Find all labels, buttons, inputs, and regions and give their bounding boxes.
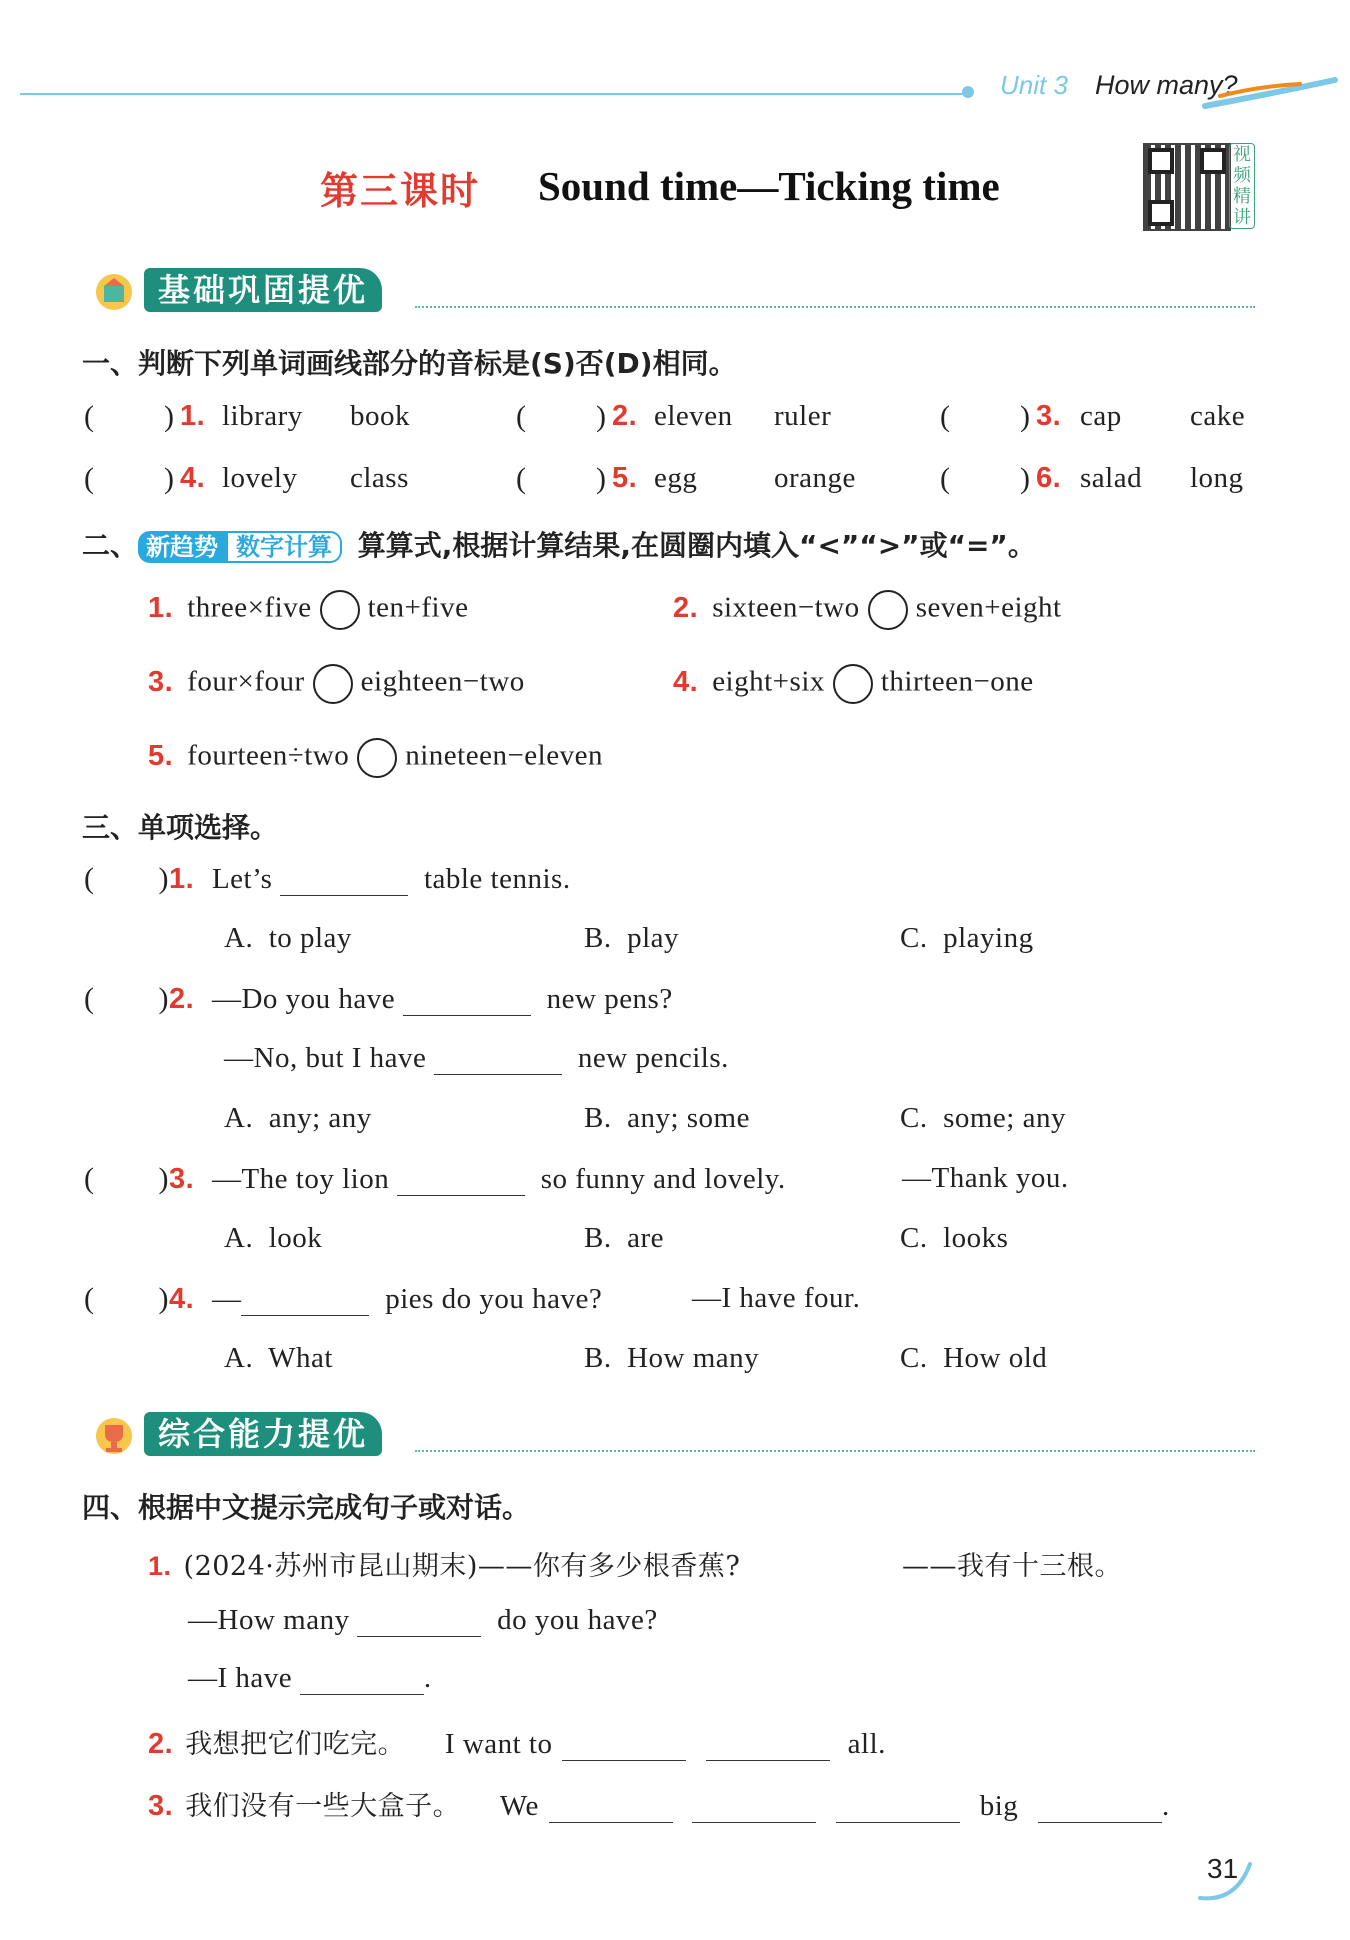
fill-line: —I have .: [188, 1662, 432, 1694]
page-swoosh-icon: [1196, 1858, 1256, 1906]
option-b: B. are: [584, 1222, 664, 1254]
answer-circle[interactable]: [313, 664, 353, 704]
option-c: C. How old: [900, 1342, 1048, 1374]
compare-item: 2. sixteen−two seven+eight: [673, 590, 1062, 630]
option-c: C. some; any: [900, 1102, 1066, 1134]
option-a: A. look: [224, 1222, 323, 1254]
question-row: ( ) 4. lovely class ( ) 5. egg orange ( ) 6. salad long: [84, 462, 1244, 495]
section-3-title: 三、单项选择。: [82, 811, 279, 844]
answer-circle[interactable]: [833, 664, 873, 704]
mc-question: ( )1. Let’s table tennis.: [84, 862, 571, 895]
answer-blank[interactable]: [1038, 1792, 1162, 1823]
answer-blank[interactable]: [357, 1606, 481, 1637]
answer-blank[interactable]: [562, 1730, 686, 1761]
trophy-icon: [88, 1412, 140, 1456]
answer-blank[interactable]: [836, 1792, 960, 1823]
banner-rule: [415, 306, 1255, 308]
answer-circle[interactable]: [320, 590, 360, 630]
qr-corner-icon: [1200, 148, 1226, 174]
mc-question: ( )3. —The toy lion so funny and lovely.: [84, 1162, 786, 1195]
mc-question-tail: —I have four.: [692, 1282, 861, 1314]
answer-blank[interactable]: [300, 1664, 424, 1695]
qr-corner-icon: [1148, 148, 1174, 174]
question-row: ( ) 1. library book ( ) 2. eleven ruler ( ) 3. cap cake: [84, 400, 1246, 433]
section-1-title: 一、判断下列单词画线部分的音标是(S)否(D)相同。: [82, 347, 737, 380]
answer-circle[interactable]: [357, 738, 397, 778]
fill-question: 2. 我想把它们吃完。 I want to all.: [148, 1728, 886, 1760]
section-2-title: 二、 新趋势 数字计算 算算式,根据计算结果,在圆圈内填入“<”“>”或“=”。: [82, 529, 1036, 562]
unit-label: Unit 3: [1000, 70, 1068, 100]
trend-tag: 新趋势: [138, 531, 226, 563]
banner-basic: 基础巩固提优: [144, 268, 382, 312]
answer-blank[interactable]: [549, 1792, 673, 1823]
answer-blank[interactable]: [403, 985, 531, 1016]
qr-corner-icon: [1148, 200, 1174, 226]
option-a: A. What: [224, 1342, 333, 1374]
answer-blank[interactable]: [397, 1165, 525, 1196]
banner-advanced: 综合能力提优: [144, 1412, 382, 1456]
calc-tag: 数字计算: [226, 531, 342, 563]
compare-item: 5. fourteen÷two nineteen−eleven: [148, 738, 603, 778]
fill-question-cn2: ——我有十三根。: [902, 1551, 1122, 1582]
option-b: B. play: [584, 922, 680, 954]
section-4-title: 四、根据中文提示完成句子或对话。: [82, 1491, 531, 1524]
answer-blank[interactable]: [706, 1730, 830, 1761]
option-a: A. to play: [224, 922, 352, 954]
mc-question-tail: —Thank you.: [902, 1162, 1069, 1194]
answer-blank[interactable]: [434, 1044, 562, 1075]
compare-item: 3. four×four eighteen−two: [148, 664, 525, 704]
header-rule: [20, 93, 965, 95]
option-b: B. any; some: [584, 1102, 750, 1134]
option-b: B. How many: [584, 1342, 760, 1374]
option-a: A. any; any: [224, 1102, 372, 1134]
mc-question: ( )2. —Do you have new pens?: [84, 982, 673, 1015]
answer-circle[interactable]: [868, 590, 908, 630]
fill-question: 1. (2024·苏州市昆山期末)——你有多少根香蕉?: [148, 1551, 741, 1582]
qr-label: 视频精讲: [1229, 143, 1255, 229]
mc-question-line2: —No, but I have new pencils.: [224, 1042, 729, 1074]
fill-line: —How many do you have?: [188, 1604, 658, 1636]
mc-question: ( )4. — pies do you have?: [84, 1282, 603, 1315]
unit-title: How many?: [1095, 70, 1238, 100]
page-number: 31: [1207, 1853, 1239, 1884]
swoosh-icon: [1200, 74, 1340, 114]
lesson-title-en: Sound time—Ticking time: [538, 163, 1000, 209]
lesson-title-cn: 第三课时: [320, 168, 481, 213]
fill-question: 3. 我们没有一些大盒子。 We big .: [148, 1790, 1170, 1822]
answer-blank[interactable]: [692, 1792, 816, 1823]
banner-rule: [415, 1450, 1255, 1452]
header-dot-icon: [962, 86, 974, 98]
answer-blank[interactable]: [241, 1285, 369, 1316]
option-c: C. looks: [900, 1222, 1009, 1254]
option-c: C. playing: [900, 922, 1034, 954]
answer-blank[interactable]: [280, 865, 408, 896]
compare-item: 1. three×five ten+five: [148, 590, 468, 630]
banner-icon: [88, 268, 140, 312]
compare-item: 4. eight+six thirteen−one: [673, 664, 1034, 704]
